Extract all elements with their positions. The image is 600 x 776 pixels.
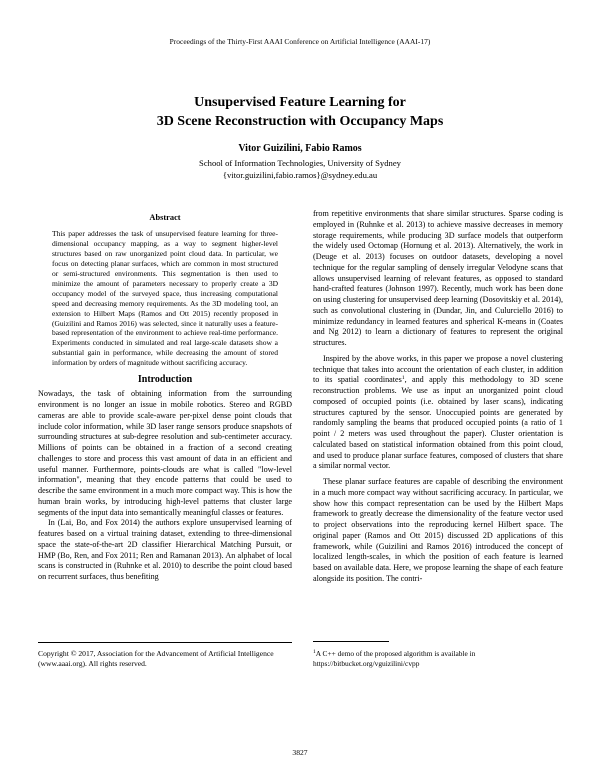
intro-paragraph-2: In (Lai, Bo, and Fox 2014) the authors explore unsupervised learning of features based on a virtual training dataset, extending to three-dimensional space the state-of-the-art 2D classifier Hierarchical Matching Pursuit, or HMP (Bo, Ren, and Fox 2011; Ren and Ramanan 2013). An alphabet of local scans is constructed in (Ruhnke et al. 2010) to describe the point cloud based on recurrent surfaces, thus benefiting <box>38 518 292 582</box>
intro-paragraph-4: These planar surface features are capable of describing the environment in a much more compact way without sacrificing accuracy. In particular, we show how this compact representation can be used by the Hilbert Maps framework to greatly decrease the dimensionality of the feature vector used to project observations into the reproducing kernel Hilbert space. The original paper (Ramos and Ott 2015) discussed 2D applications of this framework, while (Guizilini and Ramos 2016) introduced the concept of localized length-scales, in which the position of each feature is learned based on available data. Here, we propose learning the shape of each feature alongside its position. The contri- <box>313 477 563 583</box>
right-column <box>313 209 563 585</box>
intro-paragraph-1: Nowadays, the task of obtaining information from the surrounding environment is no longer an issue in mobile robotics. Stereo and RGBD cameras are able to provide scale-aware per-pixel dense point clouds that include color information, while 3D laser range sensors produce snapshots of surrounding structures at sub-degree resolution and sub-centimeter accuracy. Millions of points can be obtained in a fraction of a second creating challenges to store and process this vast amount of data in an efficient and useful manner. Furthermore, points-clouds are what is called "low-level information", meaning that they encode patterns that could be used to describe the same environment in a much more compact way. This is how the human brain works, by introducing high-level patterns that cluster large segments of the input data into semantically meaningful classes or features. <box>38 389 292 517</box>
footnote-mark: 1 <box>313 649 316 655</box>
footnote-text: A C++ demo of the proposed algorithm is available in https://bitbucket.org/vguizilini/cvpp <box>313 649 476 668</box>
author-names: Vitor Guizilini, Fabio Ramos <box>238 143 362 154</box>
intro-paragraph-3-part-b: , and apply this methodology to 3D scene reconstruction problems. We use as input an unorganized point cloud composed of occupied points (i.e. obtained by laser scans), indicating structures captured by the sensor. Unoccupied points are generated by randomly sampling the beams that produced occupied points (a ratio of 1 point / 2 meters was used throughout the paper). Cluster orientation is calculated based on statistical information obtained from this point cloud, and used to produce planar surface features, composed of clusters that share a similar normal vector. <box>313 375 563 471</box>
footnote-reference: 1 <box>401 375 405 382</box>
email: {vitor.guizilini,fabio.ramos}@sydney.edu.au <box>222 170 378 180</box>
abstract <box>38 213 292 368</box>
intro-paragraph-3 <box>313 354 563 472</box>
intro-paragraph-3-part-a: Inspired by the above works, in this paper we propose a novel clustering technique that takes into account the orientation of each cluster, in addition to its spatial coordinates <box>313 353 563 385</box>
affiliation: School of Information Technologies, University of Sydney <box>199 158 401 168</box>
page-number: 3827 <box>292 748 308 757</box>
affiliation-block <box>0 157 600 181</box>
copyright-notice: Copyright © 2017, Association for the Advancement of Artificial Intelligence (www.aaai.org). All rights reserved. <box>38 642 292 669</box>
title-line-1: Unsupervised Feature Learning for <box>194 95 406 110</box>
abstract-heading: Abstract <box>149 213 181 222</box>
introduction-heading: Introduction <box>137 374 193 386</box>
left-column <box>38 213 292 583</box>
title-line-2: 3D Scene Reconstruction with Occupancy Maps <box>156 114 444 129</box>
intro-paragraph-2-continued: from repetitive environments that share similar structures. Sparse coding is employed in (Ruhnke et al. 2013) to achieve massive decreases in memory storage requirements, while producing 3D surface models that outperform the widely used Octomap (Hornung et al. 2013). Alternatively, the work in (Deuge et al. 2013) focuses on outdoor datasets, developing a novel technique for the regular sampling of densely irregular Velodyne scans that allows unsupervised learning of relevant features, as opposed to standard hand-crafted features (Johnson 1997). Recently, much work has been done on using clustering for unsupervised deep learning (Dosovitskiy et al. 2014), such as convolutional clustering in (Dundar, Jin, and Culurciello 2016) to minimize redundancy in learned features and spherical K-means in (Coates and Ng 2012) to learn a dictionary of features to represent the original structures. <box>313 209 563 347</box>
abstract-text: This paper addresses the task of unsupervised feature learning for three-dimensional occupancy mapping, as a way to segment higher-level structures based on raw unorganized point cloud data. In particular, we focus on detecting planar surfaces, which are common in most structured or semi-structured environments. This segmentation is then used to minimize the amount of parameters necessary to properly create a 3D occupancy model of the surveyed space, thus increasing computational speed and decreasing memory requirements. As the 3D modeling tool, an extension to Hilbert Maps (Ramos and Ott 2015) recently proposed in (Guizilini and Ramos 2016) was selected, since it naturally uses a feature-based representation of the environment to achieve real-time performance. Experiments conducted in simulated and real large-scale datasets show a substantial gain in performance, while decreasing the amount of stored information by orders of magnitude without sacrificing accuracy. <box>52 228 278 368</box>
paper-title <box>0 93 600 131</box>
footnote <box>313 642 563 668</box>
running-head: Proceedings of the Thirty-First AAAI Conference on Artificial Intelligence (AAAI-17) <box>169 37 431 46</box>
